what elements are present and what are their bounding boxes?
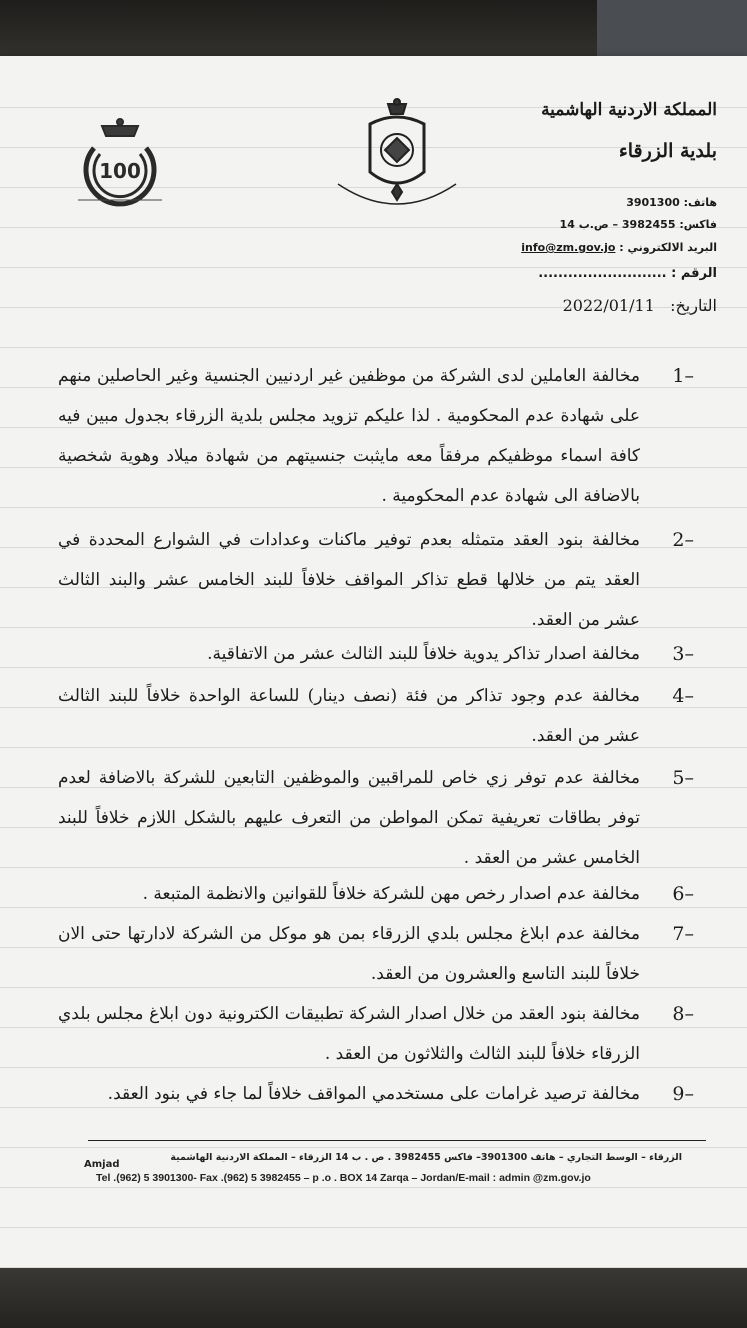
fax-label: فاكس: bbox=[679, 218, 717, 231]
phone-line bbox=[626, 196, 717, 209]
item-text: مخالفة عدم توفر زي خاص للمراقبين والموظفين التابعين للشركة بالاضافة لعدم توفر بطاقات تعريفية تمكن المواطن من التعرف عليهم بالشكل اللازم خلافاً للبند الخامس عشر من العقد . bbox=[58, 768, 640, 868]
item-number: 8– bbox=[672, 1003, 694, 1025]
municipality-title: بلدية الزرقاء bbox=[618, 140, 717, 162]
kingdom-title: المملكة الاردنية الهاشمية bbox=[541, 100, 717, 120]
item-number: 4– bbox=[672, 685, 694, 707]
item-number: 9– bbox=[672, 1083, 694, 1105]
item-number: 7– bbox=[672, 923, 694, 945]
item-number: 5– bbox=[672, 767, 694, 789]
fax-line bbox=[560, 218, 717, 231]
centenary-logo bbox=[72, 108, 168, 210]
date-line bbox=[563, 296, 717, 315]
item-number: 3– bbox=[672, 643, 694, 665]
item-number: 6– bbox=[672, 883, 694, 905]
desk-background-top bbox=[0, 0, 747, 60]
item-text: مخالفة ترصيد غرامات على مستخدمي المواقف خلافاً لما جاء في بنود العقد. bbox=[107, 1084, 640, 1104]
reference-line bbox=[538, 266, 717, 281]
item-number: 1– bbox=[672, 365, 694, 387]
item-number: 2– bbox=[672, 529, 694, 551]
item-text: مخالفة عدم وجود تذاكر من فئة (نصف دينار) للساعة الواحدة خلافاً للبند الثالث عشر من العقد. bbox=[58, 686, 640, 746]
phone-label: هاتف: bbox=[683, 196, 717, 209]
footer-typist: Amjad bbox=[84, 1159, 120, 1170]
email-line bbox=[521, 241, 717, 254]
desk-object bbox=[597, 0, 747, 62]
phone-number: 3901300 bbox=[626, 196, 680, 209]
reference-label: الرقم : bbox=[671, 266, 717, 281]
desk-background-bottom bbox=[0, 1268, 747, 1328]
item-text: مخالفة عدم ابلاغ مجلس بلدي الزرقاء بمن هو موكل من الشركة لادارتها حتى الان خلافاً للبند التاسع والعشرون من العقد. bbox=[58, 924, 640, 984]
email-address: info@zm.gov.jo bbox=[521, 241, 616, 254]
item-text: مخالفة العاملين لدى الشركة من موظفين غير اردنيين الجنسية وغير الحاصلين منهم على شهادة عدم المحكومية . لذا عليكم تزويد مجلس بلدية الزرقاء بجدول مبين فيه كافة اسماء موظفيكم مرفقاً معه مايثبت جنسيتهم من شهادة ميلاد وهوية شخصية بالاضافة الى شهادة عدم المحكومية . bbox=[58, 366, 640, 506]
reference-value: .......................... bbox=[538, 266, 667, 281]
item-text: مخالفة بنود العقد من خلال اصدار الشركة تطبيقات الكترونية دون ابلاغ مجلس بلدي الزرقاء خلافاً للبند الثالث والثلاثون من العقد . bbox=[58, 1004, 640, 1064]
fax-number: 3982455 – ص.ب 14 bbox=[559, 218, 676, 231]
date-value: 2022/01/11 bbox=[562, 296, 655, 315]
date-label: التاريخ: bbox=[670, 296, 717, 315]
svg-text:100: 100 bbox=[99, 159, 141, 183]
item-text: مخالفة عدم اصدار رخص مهن للشركة خلافاً للقوانين والانظمة المتبعة . bbox=[142, 884, 640, 904]
item-text: مخالفة بنود العقد متمثله بعدم توفير ماكنات وعدادات في الشوارع المحددة في العقد يتم من خلالها قطع تذاكر المواقف خلافاً للبند الخامس عشر والبند الثالث عشر من العقد. bbox=[58, 530, 640, 630]
email-label: البريد الالكتروني : bbox=[619, 241, 717, 254]
footer-english-address: Tel .(962) 5 3901300- Fax .(962) 5 3982455 – p .o . BOX 14 Zarqa – Jordan/E-mail : admin @zm.gov.jo bbox=[96, 1172, 591, 1184]
municipality-emblem bbox=[318, 96, 476, 226]
footer-arabic-address: الزرقاء – الوسط التجاري – هاتف 3901300– فاكس 3982455 . ص . ب 14 الزرقاء – المملكة الاردنية الهاشمية bbox=[170, 1152, 682, 1163]
item-text: مخالفة اصدار تذاكر يدوية خلافاً للبند الثالث عشر من الاتفاقية. bbox=[207, 644, 640, 664]
footer-divider bbox=[88, 1140, 706, 1141]
